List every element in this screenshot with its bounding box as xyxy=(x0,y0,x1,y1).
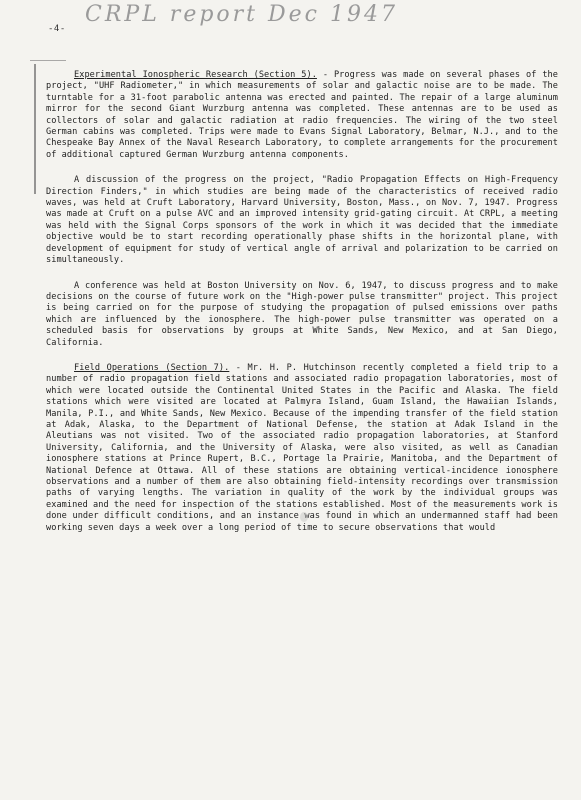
margin-rule xyxy=(30,60,66,61)
paragraph-text: A discussion of the progress on the project, "Radio Propagation Effects on High-Frequency Direction Finders," in which studies are being made of the characteristics of received radio waves, was held at Cruft Laboratory, Harvard University, Boston, Mass., on Nov. 7, 1947. Progress was made at Cruft on a pulse AVC and an improved intensity grid-gating circuit. At CRPL, a meeting was held with the Signal Corps sponsors of the work in which it was decided that the immediate objective would be to start recording operationally phase shifts in the horizontal plane, with development of equipment for study of vertical angle of arrival and polarization to be carried on simultaneously. xyxy=(46,175,558,266)
document-body xyxy=(46,70,558,548)
ink-smudge xyxy=(300,512,308,522)
paragraph-text: - Mr. H. P. Hutchinson recently completed a field trip to a number of radio propagation field stations and associated radio propagation laboratories, most of which were located outside the Continental United States in the Pacific and Alaska. The field stations which were visited are located at Palmyra Island, Guam Island, the Hawaiian Islands, Manila, P.I., and White Sands, New Mexico. Because of the impending transfer of the field station at Adak, Alaska, to the Department of National Defense, the station at Adak Island in the Aleutians was not visited. Two of the associated radio propagation laboratories, at Stanford University, California, and the University of Alaska, were also visited, as well as Canadian ionosphere stations at Prince Rupert, B.C., Portage la Prairie, Manitoba, and the Department of National Defence at Ottawa. All of these stations are obtaining vertical-incidence ionosphere observations and a number of them are also obtaining field-intensity recordings over transmission paths of varying lengths. The variation in quality of the work by the individual groups was examined and the need for inspection of the stations established. Most of the measurements work is done under difficult conditions, and an instance was found in which an undermanned staff had been working seven days a week over a long period of time to secure observations that would xyxy=(46,362,558,533)
handwritten-annotation: CRPL report Dec 1947 xyxy=(85,2,398,27)
paragraph-experimental-ionospheric-research xyxy=(46,70,558,161)
paragraph-direction-finders xyxy=(46,175,558,266)
margin-bracket-mark xyxy=(34,64,36,194)
paragraph-field-operations xyxy=(46,363,558,534)
page-number: -4- xyxy=(48,24,66,34)
section-heading: Field Operations (Section 7). xyxy=(74,362,230,373)
paragraph-pulse-transmitter xyxy=(46,281,558,349)
paragraph-text: A conference was held at Boston University on Nov. 6, 1947, to discuss progress and to make decisions on the course of future work on the "High-power pulse transmitter" project. This project is being carried on for the purpose of studying the propagation of pulsed emissions over paths which are influenced by the ionosphere. The high-power pulse transmitter was operated on a scheduled basis for observations by groups at White Sands, New Mexico, and at San Diego, California. xyxy=(46,280,558,348)
paragraph-text: - Progress was made on several phases of the project, "UHF Radiometer," in which measurements of solar and galactic noise are to be made. The turntable for a 31-foot parabolic antenna was erected and painted. The repair of a large aluminum mirror for the second Giant Wurzburg antenna was completed. These antennas are to be used as collectors of solar and galactic radiation at radio frequencies. The wiring of the two steel German cabins was completed. Trips were made to Evans Signal Laboratory, Belmar, N.J., and to the Chespeake Bay Annex of the Naval Research Laboratory, to complete arrangements for the procurement of additional captured German Wurzburg antenna components. xyxy=(46,70,558,160)
section-heading: Experimental Ionospheric Research (Section 5). xyxy=(74,70,317,80)
